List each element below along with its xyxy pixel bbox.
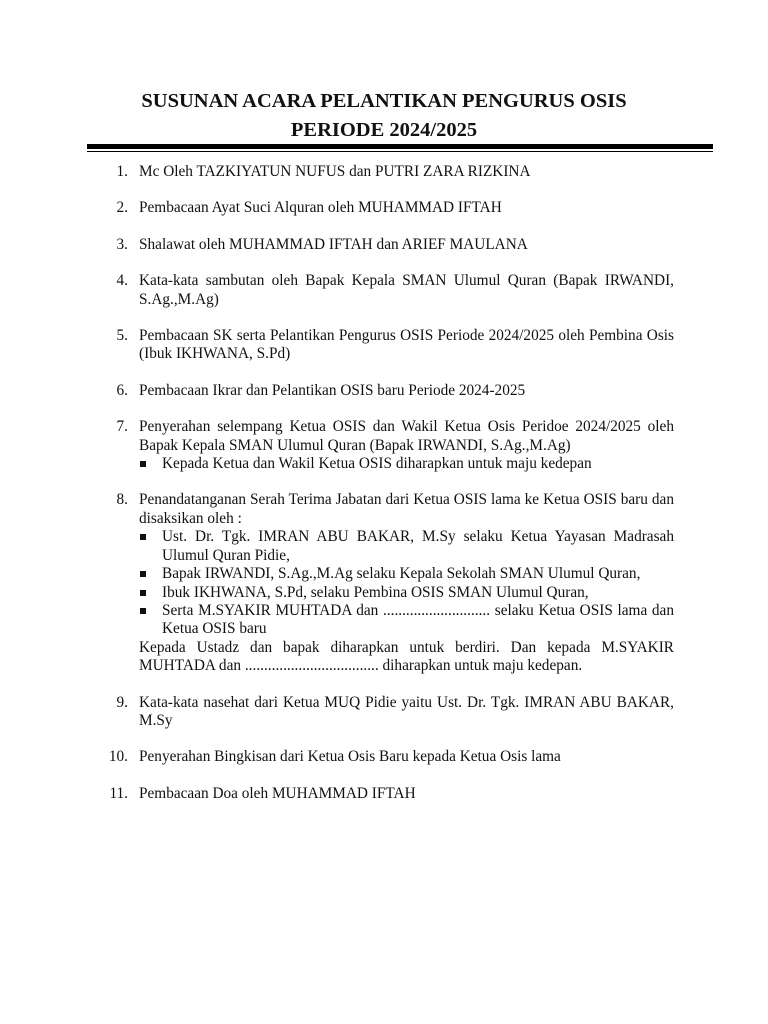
- agenda-item-text: Pembacaan Doa oleh MUHAMMAD IFTAH: [139, 784, 416, 802]
- agenda-subitem: [162, 584, 674, 602]
- square-bullet-icon: [140, 608, 146, 614]
- agenda-subitem: [162, 565, 674, 583]
- agenda-subitem-text: Ust. Dr. Tgk. IMRAN ABU BAKAR, M.Sy selaku Ketua Yayasan Madrasah Ulumul Quran Pidie,: [162, 528, 674, 564]
- agenda-item-text: Penyerahan Bingkisan dari Ketua Osis Baru kepada Ketua Osis lama: [139, 748, 561, 766]
- agenda-subitem-text: Kepada Ketua dan Wakil Ketua OSIS diharapkan untuk maju kedepan: [162, 455, 592, 473]
- agenda-item-text: Penandatanganan Serah Terima Jabatan dari Ketua OSIS lama ke Ketua OSIS baru dan disaksikan oleh :: [139, 491, 674, 527]
- square-bullet-icon: [140, 461, 146, 467]
- agenda-item-number: 6.: [116, 381, 128, 399]
- agenda-item: [0, 491, 768, 675]
- title-divider-thick: [87, 144, 713, 149]
- agenda-item: [0, 236, 768, 254]
- agenda-item: [0, 748, 768, 766]
- agenda-item: [0, 785, 768, 803]
- agenda-item-number: 10.: [108, 748, 128, 766]
- square-bullet-icon: [140, 590, 146, 596]
- square-bullet-icon: [140, 534, 146, 540]
- agenda-item: [0, 272, 768, 309]
- agenda-item-text: Shalawat oleh MUHAMMAD IFTAH dan ARIEF MAULANA: [139, 235, 528, 253]
- agenda-item-text: Pembacaan SK serta Pelantikan Pengurus OSIS Periode 2024/2025 oleh Pembina Osis (Ibuk IKHWANA, S.Pd): [139, 327, 674, 363]
- agenda-sublist: [0, 528, 768, 638]
- agenda-item: [0, 163, 768, 181]
- agenda-item-text: Kata-kata nasehat dari Ketua MUQ Pidie yaitu Ust. Dr. Tgk. IMRAN ABU BAKAR, M.Sy: [139, 693, 674, 729]
- agenda-item-number: 4.: [116, 272, 128, 290]
- agenda-item-number: 8.: [116, 491, 128, 509]
- agenda-item-number: 9.: [116, 693, 128, 711]
- agenda-item-number: 5.: [116, 327, 128, 345]
- title-line-2: PERIODE 2024/2025: [290, 119, 478, 141]
- agenda-item-text: Pembacaan Ikrar dan Pelantikan OSIS baru Periode 2024-2025: [139, 381, 526, 399]
- agenda-item: [0, 382, 768, 400]
- agenda-item-number: 11.: [109, 784, 128, 802]
- agenda-item: [0, 199, 768, 217]
- agenda-item-number: 2.: [116, 199, 128, 217]
- agenda-list: [0, 163, 768, 821]
- agenda-item-text: Mc Oleh TAZKIYATUN NUFUS dan PUTRI ZARA RIZKINA: [139, 163, 531, 180]
- agenda-item-text: Kata-kata sambutan oleh Bapak Kepala SMAN Ulumul Quran (Bapak IRWANDI, S.Ag.,M.Ag): [139, 272, 674, 308]
- agenda-item: [0, 418, 768, 473]
- agenda-item-text: Penyerahan selempang Ketua OSIS dan Wakil Ketua Osis Peridoe 2024/2025 oleh Bapak Kepala SMAN Ulumul Quran (Bapak IRWANDI, S.Ag.,M.Ag): [139, 418, 674, 454]
- agenda-subitem: [162, 602, 674, 639]
- agenda-subitem: [162, 455, 674, 473]
- agenda-item-number: 1.: [116, 163, 128, 180]
- square-bullet-icon: [140, 571, 146, 577]
- agenda-item-note: Kepada Ustadz dan bapak diharapkan untuk berdiri. Dan kepada M.SYAKIR MUHTADA dan ................................... diharapkan untuk maju kedepan.: [139, 638, 674, 675]
- agenda-item-number: 3.: [116, 235, 128, 253]
- agenda-sublist: [0, 455, 768, 473]
- title-line-1: SUSUNAN ACARA PELANTIKAN PENGURUS OSIS: [141, 90, 627, 112]
- document-title: [0, 87, 768, 145]
- agenda-subitem-text: Bapak IRWANDI, S.Ag.,M.Ag selaku Kepala Sekolah SMAN Ulumul Quran,: [162, 565, 641, 583]
- agenda-item: [0, 327, 768, 364]
- agenda-subitem: [162, 528, 674, 565]
- agenda-item-number: 7.: [116, 418, 128, 436]
- title-divider-thin: [87, 151, 713, 152]
- agenda-item-text: Pembacaan Ayat Suci Alquran oleh MUHAMMAD IFTAH: [139, 199, 502, 217]
- agenda-subitem-text: Ibuk IKHWANA, S.Pd, selaku Pembina OSIS SMAN Ulumul Quran,: [162, 583, 589, 601]
- agenda-item: [0, 694, 768, 731]
- agenda-subitem-text: Serta M.SYAKIR MUHTADA dan ............................ selaku Ketua OSIS lama dan Ketua OSIS baru: [162, 601, 674, 638]
